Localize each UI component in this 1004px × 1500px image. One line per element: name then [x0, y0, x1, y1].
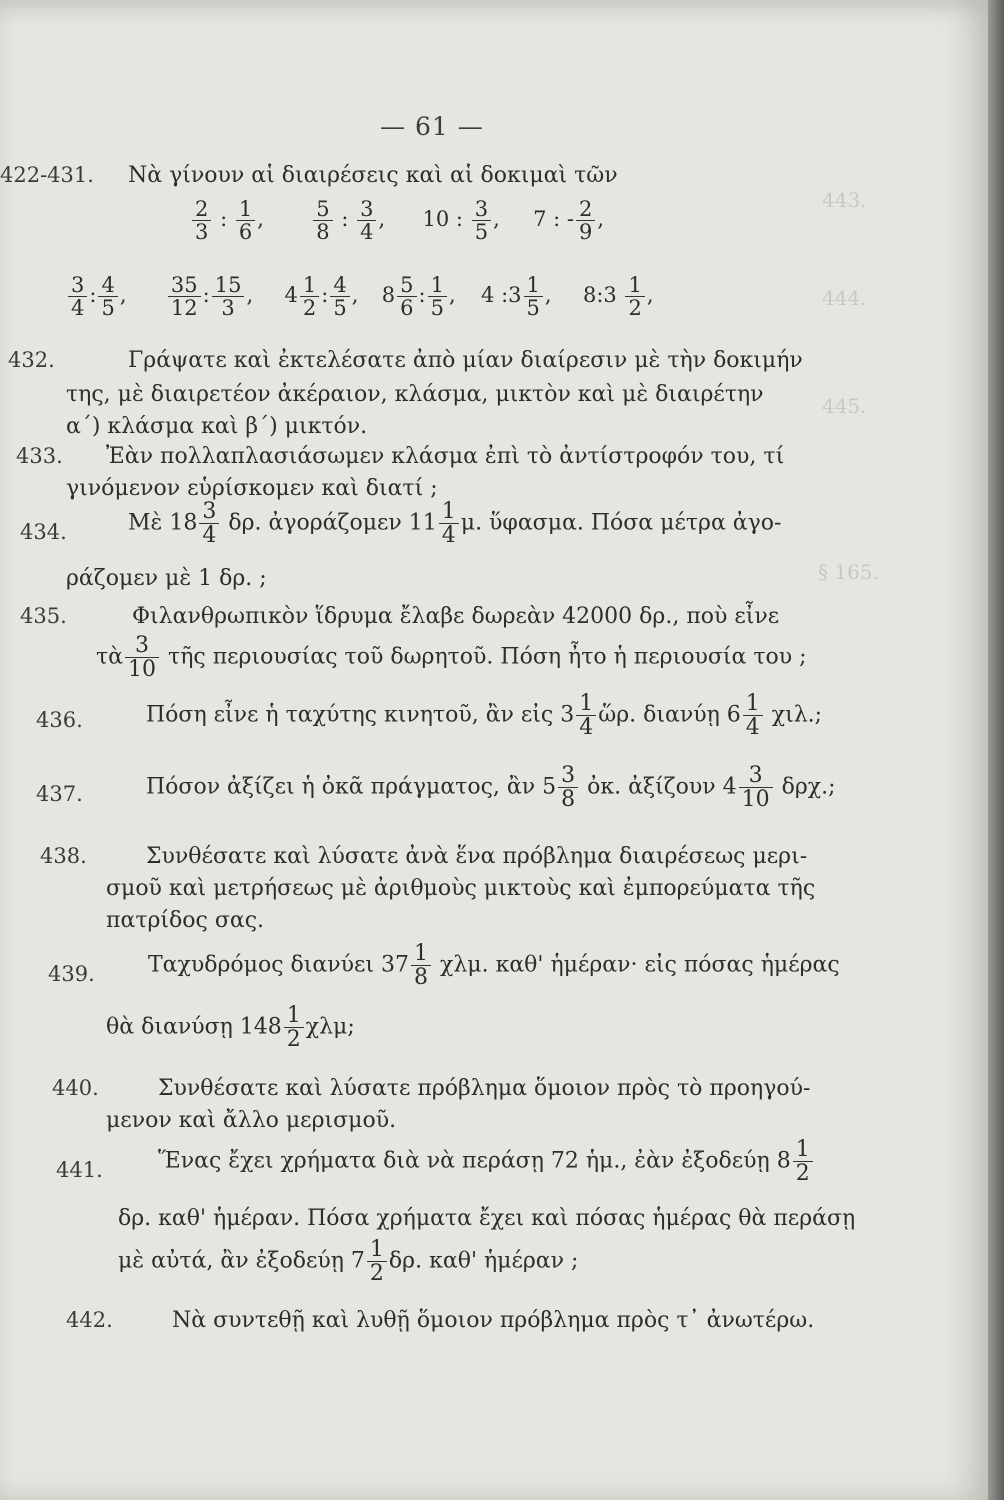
exercise-text: Νὰ γίνουν αἱ διαιρέσεις καὶ αἱ δοκιμαὶ τῶν: [128, 163, 618, 188]
division-expressions-row-2: $\frac{3}{4}$ : $\frac{4}{5}$ , $\frac{35}{12}$ : $\frac{15}{3}$ , 4 $\frac{1}{2}$ : $\frac{4}{5}$ , 8 $\frac{5}{6}$ : $\frac{1}{5}$ , 4 :3 $\frac{1}{5}$ , 8:3 $\frac{1}{2}$ ,: [66, 274, 654, 319]
ghost-number-444: 444.: [822, 286, 867, 310]
fraction: $\frac{3}{8}$: [558, 764, 578, 811]
ghost-number-445: 445.: [822, 394, 867, 418]
fraction: $\frac{5}{6}$: [397, 274, 416, 319]
exercise-text: θὰ διανύσῃ 148 $\frac{1}{2}$ χλμ;: [106, 1003, 355, 1053]
fraction: $\frac{4}{5}$: [330, 274, 349, 319]
exercise-number: 434.: [20, 520, 67, 544]
exercise-number: 436.: [36, 708, 83, 732]
exercise-text: Νὰ συντεθῇ καὶ λυθῇ ὅμοιον πρόβλημα πρὸς τ᾽ ἀνωτέρω.: [172, 1308, 815, 1333]
exercise-number: 442.: [66, 1308, 113, 1332]
exercise-text: γινόμενον εὑρίσκομεν καὶ διατί ;: [66, 476, 438, 501]
exercise-text: μενον καὶ ἄλλο μερισμοῦ.: [106, 1108, 397, 1133]
ghost-number-443: 443.: [822, 188, 867, 212]
exercise-text: δρ. καθ' ἡμέραν. Πόσα χρήματα ἔχει καὶ πόσας ἡμέρας θὰ περάσῃ: [118, 1206, 856, 1231]
fraction: $\frac{1}{5}$: [524, 274, 543, 319]
fraction: $\frac{3}{4}$: [68, 274, 87, 319]
fraction: $\frac{1}{2}$: [625, 274, 644, 319]
exercise-text: Μὲ 18 $\frac{3}{4}$ δρ. ἀγοράζομεν 11 $\frac{1}{4}$ μ. ὕφασμα. Πόσα μέτρα ἀγο-: [128, 499, 782, 549]
exercise-text: τὰ $\frac{3}{10}$ τῆς περιουσίας τοῦ δωρητοῦ. Πόση ἦτο ἡ περιουσία του ;: [96, 633, 807, 683]
exercise-number: 435.: [20, 604, 67, 628]
fraction: $\frac{1}{2}$: [284, 1004, 304, 1051]
fraction: $\frac{1}{6}$: [236, 198, 255, 243]
fraction: $\frac{4}{5}$: [98, 274, 117, 319]
fraction: $\frac{1}{4}$: [439, 500, 459, 547]
fraction: $\frac{3}{4}$: [357, 198, 376, 243]
fraction: $\frac{1}{2}$: [367, 1238, 387, 1285]
fraction: $\frac{15}{3}$: [212, 274, 245, 319]
fraction: $\frac{3}{10}$: [739, 764, 773, 811]
exercise-text: Φιλανθρωπικὸν ἵδρυμα ἔλαβε δωρεὰν 42000 δρ., ποὺ εἶνε: [132, 604, 780, 629]
fraction: $\frac{1}{4}$: [576, 692, 596, 739]
exercise-number: 437.: [36, 782, 83, 806]
exercise-text: α΄) κλάσμα καὶ β΄) μικτόν.: [66, 414, 368, 439]
exercise-text: Ἐὰν πολλαπλασιάσωμεν κλάσμα ἐπὶ τὸ ἀντίστροφόν του, τί: [106, 444, 785, 469]
fraction: $\frac{5}{8}$: [313, 198, 332, 243]
fraction: $\frac{2}{3}$: [192, 198, 211, 243]
exercise-text: σμοῦ καὶ μετρήσεως μὲ ἀριθμοὺς μικτοὺς καὶ ἐμπορεύματα τῆς: [106, 876, 816, 901]
exercise-text: πατρίδος σας.: [106, 908, 265, 933]
division-expressions-row-1: $\frac{2}{3}$ : $\frac{1}{6}$ , $\frac{5}{8}$ : $\frac{3}{4}$ , 10 : $\frac{3}{5}$ , 7 : - $\frac{2}{9}$ ,: [190, 198, 604, 243]
fraction: $\frac{3}{5}$: [472, 198, 491, 243]
exercise-text: Γράψατε καὶ ἐκτελέσατε ἀπὸ μίαν διαίρεσιν μὲ τὴν δοκιμήν: [128, 348, 803, 373]
ghost-section-mark: § 165.: [818, 560, 879, 584]
fraction: $\frac{3}{10}$: [125, 634, 159, 681]
exercise-number: 432.: [8, 348, 55, 372]
fraction: $\frac{1}{8}$: [411, 942, 431, 989]
exercise-number: 422-431.: [0, 163, 94, 187]
fraction: $\frac{1}{5}$: [428, 274, 447, 319]
exercise-text: Ἕνας ἔχει χρήματα διὰ νὰ περάσῃ 72 ἡμ., ἐὰν ἐξοδεύῃ 8 $\frac{1}{2}$: [158, 1138, 815, 1185]
exercise-text: Ταχυδρόμος διανύει 37 $\frac{1}{8}$ χλμ. καθ' ἡμέραν· εἰς πόσας ἡμέρας: [148, 941, 840, 991]
page-number: — 61 —: [380, 112, 484, 141]
fraction: $\frac{1}{2}$: [300, 274, 319, 319]
fraction: $\frac{35}{12}$: [168, 274, 201, 319]
exercise-number: 439.: [48, 962, 95, 986]
exercise-text: Πόση εἶνε ἡ ταχύτης κινητοῦ, ἂν εἰς 3 $\frac{1}{4}$ ὥρ. διανύῃ 6 $\frac{1}{4}$ χιλ.;: [146, 691, 823, 741]
exercise-number: 438.: [40, 844, 87, 868]
fraction: $\frac{2}{9}$: [576, 198, 595, 243]
exercise-text: ράζομεν μὲ 1 δρ. ;: [66, 566, 267, 591]
exercise-number: 441.: [56, 1158, 103, 1182]
exercise-text: μὲ αὐτά, ἂν ἐξοδεύῃ 7 $\frac{1}{2}$ δρ. καθ' ἡμέραν ;: [118, 1237, 579, 1287]
exercise-text: της, μὲ διαιρετέον ἀκέραιον, κλάσμα, μικτὸν καὶ μὲ διαιρέτην: [66, 382, 764, 407]
fraction: $\frac{1}{4}$: [743, 692, 763, 739]
exercise-number: 440.: [52, 1076, 99, 1100]
exercise-text: Πόσον ἀξίζει ἡ ὀκᾶ πράγματος, ἂν 5 $\frac{3}{8}$ ὀκ. ἀξίζουν 4 $\frac{3}{10}$ δρχ.;: [146, 763, 836, 813]
page-edge: [988, 0, 1004, 1500]
exercise-number: 433.: [16, 444, 63, 468]
exercise-text: Συνθέσατε καὶ λύσατε πρόβλημα ὅμοιον πρὸς τὸ προηγού-: [158, 1076, 811, 1101]
fraction: $\frac{1}{2}$: [793, 1138, 813, 1185]
exercise-text: Συνθέσατε καὶ λύσατε ἀνὰ ἕνα πρόβλημα διαιρέσεως μερι-: [146, 844, 808, 869]
fraction: $\frac{3}{4}$: [199, 500, 219, 547]
